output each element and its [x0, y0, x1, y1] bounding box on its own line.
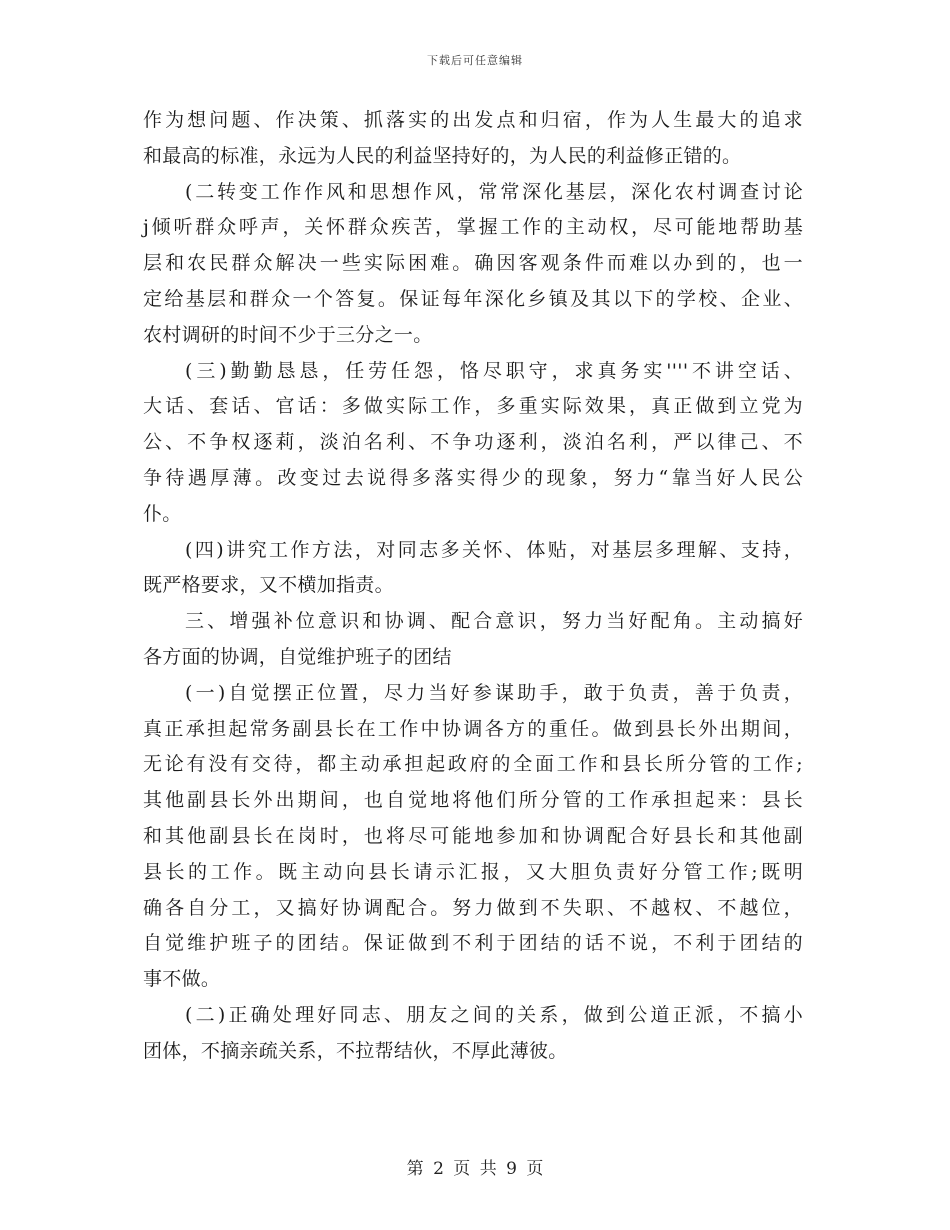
- text-line: 争待遇厚薄。改变过去说得多落实得少的现象，努力“靠当好人民公: [143, 466, 803, 489]
- text-line: 其他副县长外出期间，也自觉地将他们所分管的工作承担起来：县长: [143, 789, 803, 812]
- text-line: 真正承担起常务副县长在工作中协调各方的重任。做到县长外出期间，: [143, 717, 803, 740]
- page-header: 下载后可任意编辑: [427, 54, 523, 67]
- text-line: 确各自分工，又搞好协调配合。努力做到不失职、不越权、不越位，: [143, 896, 803, 919]
- text-line: 和其他副县长在岗时，也将尽可能地参加和协调配合好县长和其他副: [143, 824, 803, 847]
- text-line: (四)讲究工作方法，对同志多关怀、体贴，对基层多理解、支持，: [185, 538, 803, 561]
- text-line: 公、不争权逐莉，淡泊名利、不争功逐利，淡泊名利，严以律己、不: [143, 431, 803, 454]
- text-line: 农村调研的时间不少于三分之一。: [143, 323, 433, 346]
- text-line: 定给基层和群众一个答复。保证每年深化乡镇及其以下的学校、企业、: [143, 287, 803, 310]
- text-line: 和最高的标准，永远为人民的利益坚持好的，为人民的利益修正错的。: [143, 144, 742, 167]
- text-line: (二转变工作作风和思想作风，常常深化基层，深化农村调查讨论: [185, 180, 803, 203]
- text-line: (一)自觉摆正位置，尽力当好参谋助手，敢于负责，善于负责，: [185, 681, 803, 704]
- text-line: 仆。: [143, 502, 182, 525]
- text-line: 团体，不摘亲疏关系，不拉帮结伙，不厚此薄彼。: [143, 1039, 568, 1062]
- text-line: j倾听群众呼声，关怀群众疾苦，掌握工作的主动权，尽可能地帮助基: [143, 216, 803, 239]
- text-line: (三)勤勤恳恳，任劳任怨，恪尽职守，求真务实''''不讲空话、: [185, 359, 803, 382]
- text-line: 无论有没有交待，都主动承担起政府的全面工作和县长所分管的工作;: [143, 753, 803, 776]
- text-line: 各方面的协调，自觉维护班子的团结: [143, 645, 452, 668]
- text-line: 大话、套话、官话：多做实际工作，多重实际效果，真正做到立党为: [143, 395, 803, 418]
- text-line: 县长的工作。既主动向县长请示汇报，又大胆负责好分管工作;既明: [143, 860, 803, 883]
- text-line: 作为想问题、作决策、抓落实的出发点和归宿，作为人生最大的追求: [143, 109, 803, 131]
- document-body: [143, 103, 803, 1070]
- text-line: 三、增强补位意识和协调、配合意识，努力当好配角。主动搞好: [185, 610, 803, 633]
- page-footer: 第 2 页 共 9 页: [406, 1159, 544, 1179]
- text-line: 事不做。: [143, 968, 221, 991]
- text-line: 自觉维护班子的团结。保证做到不利于团结的话不说，不利于团结的: [143, 932, 803, 955]
- text-line: 既严格要求，又不横加指责。: [143, 574, 394, 597]
- text-line: 层和农民群众解决一些实际困难。确因客观条件而难以办到的，也一: [143, 252, 803, 275]
- text-line: (二)正确处理好同志、朋友之间的关系，做到公道正派，不搞小: [185, 1003, 803, 1026]
